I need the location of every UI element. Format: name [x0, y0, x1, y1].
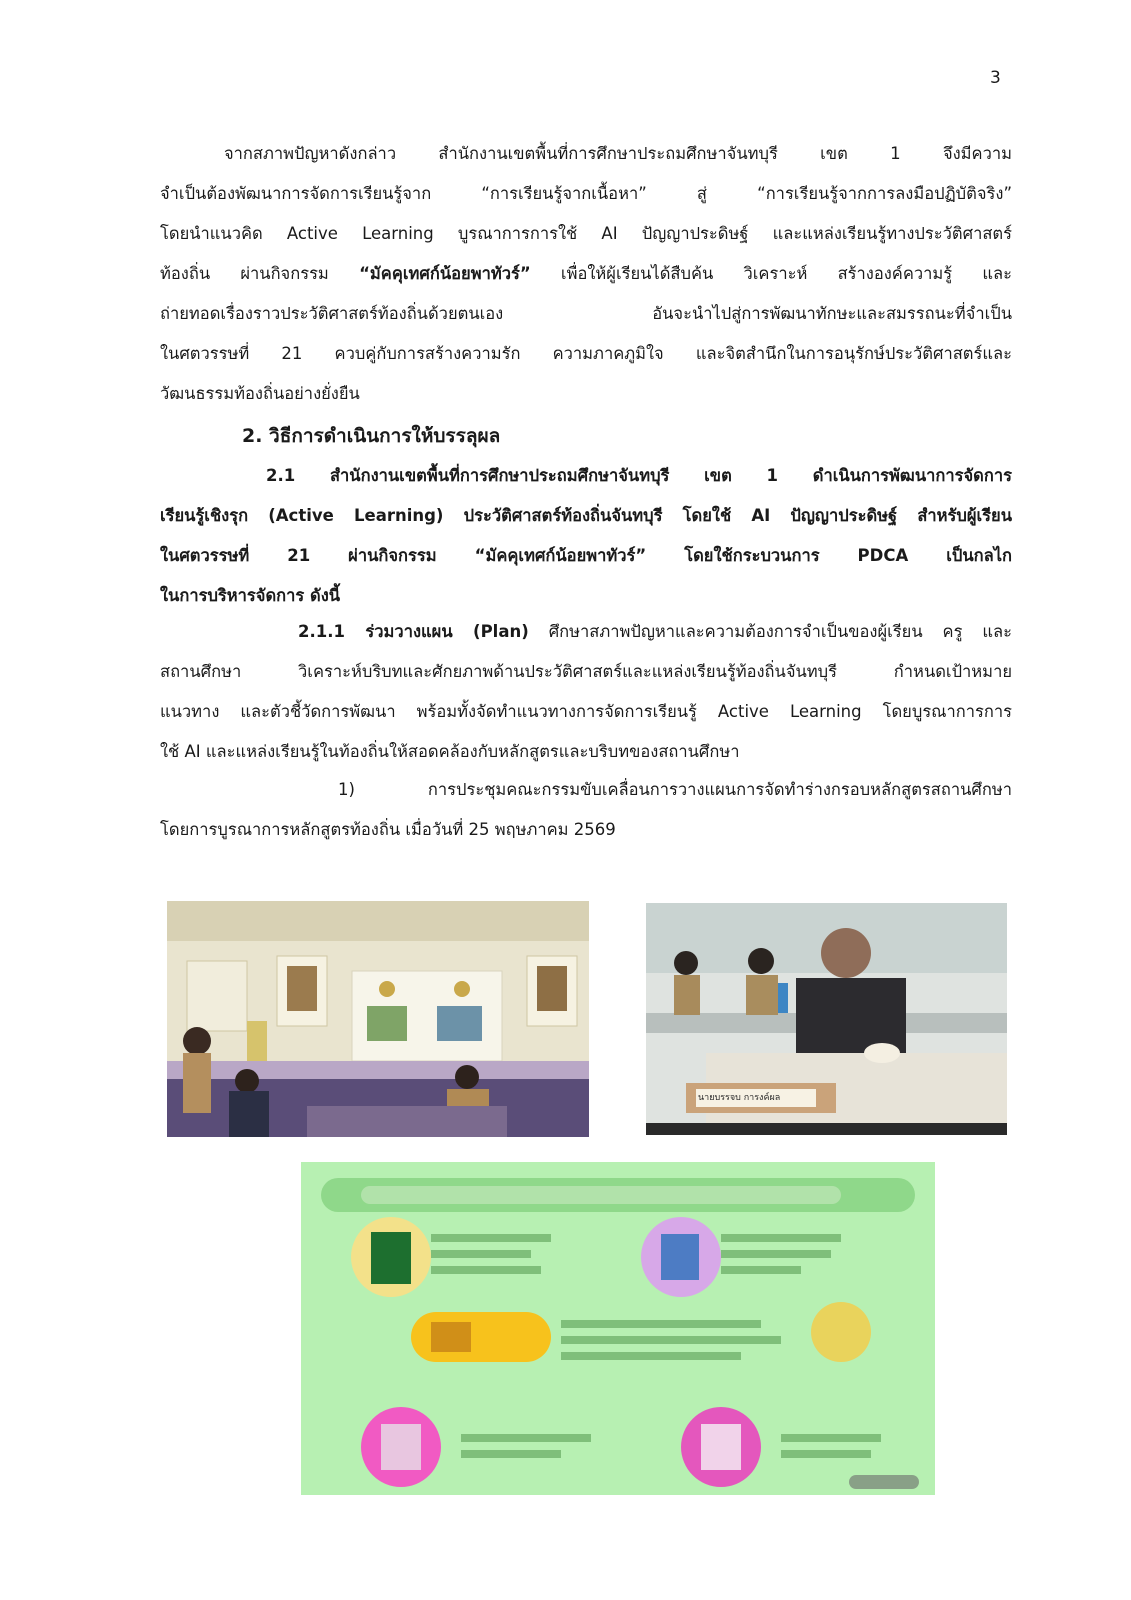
text-segment: ศึกษาสภาพปัญหาและความต้องการจำเป็นของผู้เรียน ครู และ	[528, 622, 1012, 641]
text-segment: เพื่อให้ผู้เรียนได้สืบค้น วิเคราะห์ สร้างองค์ความรู้ และ	[530, 264, 1012, 283]
name-placard: นายบรรจบ การงค์ผล	[698, 1093, 781, 1103]
text-line: จากสภาพปัญหาดังกล่าว สำนักงานเขตพื้นที่การศึกษาประถมศึกษาจันทบุรี เขต 1 จึงมีความ	[224, 144, 1012, 163]
text-line: ในการบริหารจัดการ ดังนี้	[160, 586, 341, 605]
text-line: ถ่ายทอดเรื่องราวประวัติศาสตร์ท้องถิ่นด้วยตนเอง อันจะนำไปสู่การพัฒนาทักษะและสมรรถนะที่จำเป็น	[160, 304, 1012, 323]
item-1-paragraph	[160, 770, 1012, 850]
text-line	[160, 612, 1012, 652]
text-line	[160, 254, 1012, 294]
text-segment: ท้องถิ่น ผ่านกิจกรรม	[160, 264, 360, 283]
intro-paragraph	[160, 134, 1012, 414]
subsection-title: 2.1.1 ร่วมวางแผน (Plan)	[298, 622, 529, 641]
text-line: แนวทาง และตัวชี้วัดการพัฒนา พร้อมทั้งจัดทำแนวทางการจัดการเรียนรู้ Active Learning โดยบูรณาการการ	[160, 702, 1012, 721]
text-line: เรียนรู้เชิงรุก (Active Learning) ประวัติศาสตร์ท้องถิ่นจันทบุรี โดยใช้ AI ปัญญาประดิษฐ์ สำหรับผู้เรียน	[160, 506, 1012, 525]
text-line: โดยการบูรณาการหลักสูตรท้องถิ่น เมื่อวันที่ 25 พฤษภาคม 2569	[160, 820, 616, 839]
meeting-room-photo	[167, 901, 589, 1137]
speaker-photo	[646, 903, 1007, 1135]
text-line: จำเป็นต้องพัฒนาการจัดการเรียนรู้จาก “การเรียนรู้จากเนื้อหา” สู่ “การเรียนรู้จากการลงมือปฏิบัติจริง”	[160, 184, 1012, 203]
text-line: 1) การประชุมคณะกรรมขับเคลื่อนการวางแผนการจัดทำร่างกรอบหลักสูตรสถานศึกษา	[338, 780, 1012, 799]
section-heading: 2. วิธีการดำเนินการให้บรรลุผล	[242, 425, 501, 447]
curriculum-slide-photo	[301, 1162, 935, 1495]
section-2-1-paragraph	[160, 456, 1012, 616]
section-2-1-1-paragraph	[160, 612, 1012, 772]
text-line: ในศตวรรษที่ 21 ควบคู่กับการสร้างความรัก ความภาคภูมิใจ และจิตสำนึกในการอนุรักษ์ประวัติศาสตร์และ	[160, 344, 1012, 363]
page-number: 3	[990, 68, 1001, 88]
text-line: วัฒนธรรมท้องถิ่นอย่างยั่งยืน	[160, 384, 360, 403]
text-line: โดยนำแนวคิด Active Learning บูรณาการการใช้ AI ปัญญาประดิษฐ์ และแหล่งเรียนรู้ทางประวัติศาสตร์	[160, 224, 1012, 243]
text-line: 2.1 สำนักงานเขตพื้นที่การศึกษาประถมศึกษาจันทบุรี เขต 1 ดำเนินการพัฒนาการจัดการ	[266, 466, 1012, 485]
text-line: ใช้ AI และแหล่งเรียนรู้ในท้องถิ่นให้สอดคล้องกับหลักสูตรและบริบทของสถานศึกษา	[160, 742, 740, 761]
text-line: ในศตวรรษที่ 21 ผ่านกิจกรรม “มัคคุเทศก์น้อยพาทัวร์” โดยใช้กระบวนการ PDCA เป็นกลไก	[160, 546, 1012, 565]
activity-name: “มัคคุเทศก์น้อยพาทัวร์”	[359, 264, 531, 283]
text-line: สถานศึกษา วิเคราะห์บริบทและศักยภาพด้านประวัติศาสตร์และแหล่งเรียนรู้ท้องถิ่นจันทบุรี กำหนดเป้าหมาย	[160, 662, 1012, 681]
